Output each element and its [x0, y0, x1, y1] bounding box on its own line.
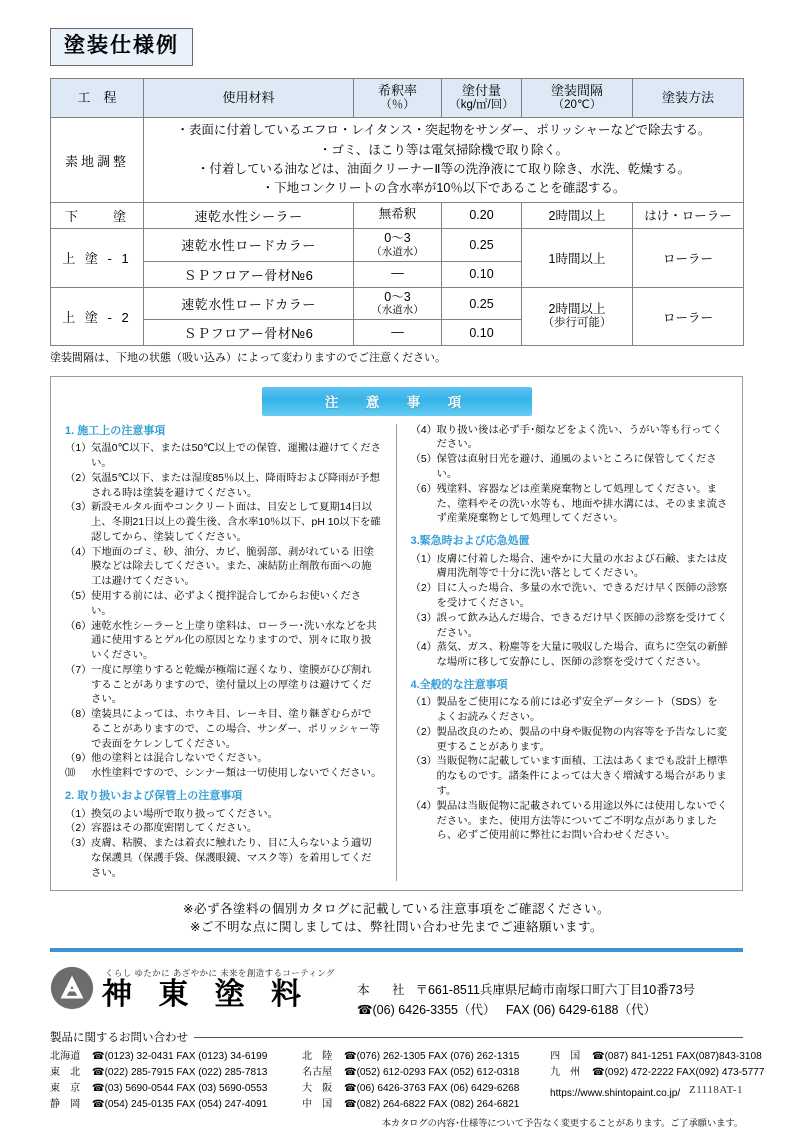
- section-divider: [50, 948, 743, 952]
- contact-heading: [50, 1029, 743, 1045]
- material-name: 速乾水性ロードカラー: [144, 228, 354, 261]
- caution-column-left: [65, 424, 397, 882]
- col-header-interval: 塗装間隔 （20℃）: [522, 79, 633, 118]
- hq-label: 本 社: [356, 983, 410, 998]
- contact-row: 四 国 ☎(087) 841-1251 FAX(087)843-3108: [550, 1051, 762, 1063]
- col-header-material: 使用材料: [144, 79, 354, 118]
- contact-row: 東 北 ☎(022) 285-7915 FAX (022) 285-7813: [50, 1067, 268, 1079]
- contact-row: 中 国 ☎(082) 264-6822 FAX (082) 264-6821: [302, 1099, 520, 1111]
- prep-description: ・表面に付着しているエフロ・レイタンス・突起物をサンダー、ポリッシャーなどで除去する。 ・ゴミ、ほこり等は電気掃除機で取り除く。 ・付着している油などは、油面クリーナーⅡ等の洗浄液にて取り除き、水洗、乾燥する。 ・下地コンクリートの含水率が10％以下であることを確認する。: [144, 118, 744, 203]
- caution-column-right: [397, 424, 729, 882]
- interval-value: 1時間以上: [522, 228, 633, 287]
- contact-row: 北海道 ☎(0123) 32-0431 FAX (0123) 34-6199: [50, 1051, 268, 1063]
- section-title: 4.全般的な注意事項: [410, 678, 508, 691]
- dilution-value: 0〜3 （水道水）: [354, 228, 442, 261]
- brand-text-block: [102, 967, 335, 1010]
- contact-row: 名古屋 ☎(052) 612-0293 FAX (052) 612-0318: [302, 1067, 520, 1079]
- process-label-topcoat2: 上 塗 - 2: [51, 287, 144, 346]
- dilution-value: —: [354, 320, 442, 346]
- list-item: （2） 容器はその都度密閉してください。: [65, 823, 258, 835]
- caution-banner: 注 意 事 項: [262, 387, 532, 416]
- regional-contacts: [50, 1049, 765, 1113]
- hq-phone-line: [357, 1000, 743, 1020]
- list-item: （3） 新設モルタル面やコンクリート面は、目安として夏期14日以上、冬期21日以上の養生後、含水率10％以下、pH 10以下を確認してから、塗装してください。: [65, 502, 381, 543]
- contact-column-2: [302, 1049, 550, 1113]
- method-value: はけ・ローラー: [633, 202, 744, 228]
- bottom-notice-2: ※ご不明な点に関しましては、弊社問い合わせ先までご連絡願います。: [190, 920, 603, 935]
- company-website-link[interactable]: https://www.shintopaint.co.jp/: [550, 1088, 681, 1100]
- interval-value: 2時間以上: [522, 202, 633, 228]
- section-title: 3.緊急時および応急処置: [410, 535, 530, 548]
- contact-row: 北 陸 ☎(076) 262-1305 FAX (076) 262-1315: [302, 1051, 520, 1063]
- list-item: （3） 誤って飲み込んだ場合、できるだけ早く医師の診察を受けてください。: [410, 612, 728, 639]
- contact-row: 静 岡 ☎(054) 245-0135 FAX (054) 247-4091: [50, 1099, 268, 1111]
- process-label-topcoat1: 上 塗 - 1: [51, 228, 144, 287]
- dilution-value: 無希釈: [354, 202, 442, 228]
- company-name: 神 東 塗 料: [102, 977, 311, 1011]
- contact-row: 九 州 ☎(092) 472-2222 FAX(092) 473-5777: [550, 1067, 765, 1079]
- material-name: 速乾水性ロードカラー: [144, 287, 354, 320]
- bottom-notices: [50, 900, 743, 938]
- list-item: ⑽ 水性塗料ですので、シンナー類は一切使用しないでください。: [65, 768, 382, 780]
- table-row-topcoat1-a: [51, 228, 744, 261]
- list-item: （9） 他の塗料とは混合しないでください。: [65, 753, 268, 765]
- hq-address-line: [357, 980, 743, 1000]
- contact-row: 大 阪 ☎(06) 6426-3763 FAX (06) 6429-6268: [302, 1083, 520, 1095]
- method-value: ローラー: [633, 228, 744, 287]
- col-header-dilution: 希釈率 （％）: [354, 79, 442, 118]
- table-header-row: [51, 79, 744, 118]
- prep-process-label: 素地調整: [51, 118, 144, 203]
- footer: [50, 966, 743, 1020]
- catalog-disclaimer: 本カタログの内容･仕様等について予告なく変更することがあります。ご了承願います。: [381, 1117, 743, 1128]
- material-name: ＳＰフロアー骨材№6: [144, 261, 354, 287]
- page-title: 塗装仕様例: [50, 28, 193, 66]
- caution-section: [50, 376, 743, 891]
- list-item: （1） 換気のよい場所で取り扱ってください。: [65, 808, 279, 820]
- list-item: （4） 下地面のゴミ、砂、油分、カビ、脆弱部、剥がれている 旧塗膜などは除去してください。また、凍結防止剤散布面への施工は避けてください。: [65, 546, 374, 588]
- contact-row: 東 京 ☎(03) 5690-0544 FAX (03) 5690-0553: [50, 1083, 268, 1095]
- material-name: 速乾水性シーラー: [144, 202, 354, 228]
- hq-phone: ☎(06) 6426-3355（代）: [356, 1003, 496, 1018]
- specification-table: [50, 78, 744, 346]
- company-tagline: くらし ゆたかに あざやかに 未来を創造するコーティング: [105, 967, 335, 978]
- table-row-prep: [51, 118, 744, 203]
- list-item: （6） 残塗料、容器などは産業廃棄物として処理してください。また、塗料やその洗い水等も、地面や排水溝には、そのまま流さず産業廃棄物として処理してください。: [410, 483, 728, 525]
- list-item: （1） 気温0℃以下、または50℃以上での保管、運搬は避けてください。: [65, 443, 382, 470]
- list-item: （2） 目に入った場合、多量の水で洗い、できるだけ早く医師の診察を受けてください。: [410, 583, 728, 609]
- material-name: ＳＰフロアー骨材№6: [144, 320, 354, 346]
- contact-column-3: [550, 1049, 765, 1113]
- list-item: （8） 塗装具によっては、ホウキ目、レーキ目、塗り継ぎむらがでることがありますので、この場合、サンダー、ポリッシャー等で表面をケレンしてください。: [65, 709, 380, 750]
- interval-value: 2時間以上 （歩行可能）: [522, 287, 633, 346]
- document-code: Z1118AT-1: [689, 1084, 743, 1096]
- list-item: （1） 皮膚に付着した場合、速やかに大量の水および石鹸、または皮膚用洗剤等で十分に洗い落としてください。: [410, 553, 728, 580]
- method-value: ローラー: [633, 287, 744, 346]
- hq-address: 〒661-8511兵庫県尼崎市南塚口町六丁目10番73号: [415, 983, 696, 998]
- coverage-value: 0.20: [442, 202, 522, 228]
- coverage-value: 0.25: [442, 228, 522, 261]
- section-title: 2. 取り扱いおよび保管上の注意事項: [65, 789, 243, 802]
- list-item: （7） 一度に厚塗りすると乾燥が極端に遅くなり、塗膜がひび割れすることがありますので、塗付量以上の厚塗りは避けてください。: [65, 664, 372, 706]
- list-item: （2） 気温5℃以下、または湿度85％以上、降雨時および降雨が予想される時は塗装を避けてください。: [65, 472, 380, 499]
- list-item: （4） 蒸気、ガス、粉塵等を大量に吸収した場合、直ちに空気の新鮮な場所に移して安静にし、医師の診察を受けてください。: [410, 642, 728, 669]
- col-header-method: 塗装方法: [633, 79, 744, 118]
- col-header-process: 工 程: [51, 79, 144, 118]
- list-item: （4） 取り扱い後は必ず手･顔などをよく洗い、うがい等も行ってください。: [410, 424, 723, 451]
- process-label-undercoat: 下 塗: [51, 202, 144, 228]
- coverage-value: 0.10: [442, 320, 522, 346]
- dilution-value: 0〜3 （水道水）: [354, 287, 442, 320]
- coverage-value: 0.10: [442, 261, 522, 287]
- col-header-coverage: 塗付量 （kg/㎡/回）: [442, 79, 522, 118]
- contact-heading-label: 製品に関するお問い合わせ: [50, 1032, 188, 1045]
- contact-column-1: [50, 1049, 302, 1113]
- bottom-notice-1: ※必ず各塗料の個別カタログに記載している注意事項をご確認ください。: [183, 901, 610, 916]
- list-item: （4） 製品は当販促物に記載されている用途以外には使用しないでください。また、使用方法等についてご不明な点がありましたら、必ずご使用前に弊社にお問い合わせください。: [410, 800, 728, 842]
- list-item: （2） 製品改良のため、製品の中身や販促物の内容等を予告なしに変更することがあります。: [410, 726, 728, 753]
- table-row-undercoat: [51, 202, 744, 228]
- headquarters-info: [335, 966, 743, 1020]
- table-row-topcoat2-a: [51, 287, 744, 320]
- list-item: （1） 製品をご使用になる前には必ず安全データシート（SDS）をよくお読みください。: [410, 697, 718, 724]
- coverage-value: 0.25: [442, 287, 522, 320]
- list-item: （6） 速乾水性シーラーと上塗り塗料は、ローラー･洗い水などを共通に使用するとゲル化の原因となりますので、別々に取り扱いください。: [65, 620, 377, 662]
- section-title: 1. 施工上の注意事項: [65, 424, 166, 437]
- company-brand: [50, 966, 335, 1010]
- heading-rule: [194, 1037, 743, 1038]
- list-item: （5） 保管は直射日光を避け、通風のよいところに保管してください。: [410, 454, 717, 481]
- hq-fax: FAX (06) 6429-6188（代）: [505, 1003, 656, 1018]
- list-item: （5） 使用する前には、必ずよく撹拌混合してからお使いください。: [65, 590, 362, 617]
- dilution-value: —: [354, 261, 442, 287]
- list-item: （3） 皮膚、粘膜、または着衣に触れたり、目に入らないよう適切な保護具（保護手袋、保護眼鏡、マスク等）を着用してください。: [65, 838, 372, 879]
- table-footnote: 塗装間隔は、下地の状態（吸い込み）によって変わりますのでご注意ください。: [50, 352, 446, 365]
- list-item: （3） 当販促物に記載しています面積、工法はあくまでも設計上標準的なものです。諸条件によっては大きく増減する場合があります。: [410, 756, 728, 798]
- company-logo-icon: [50, 966, 94, 1010]
